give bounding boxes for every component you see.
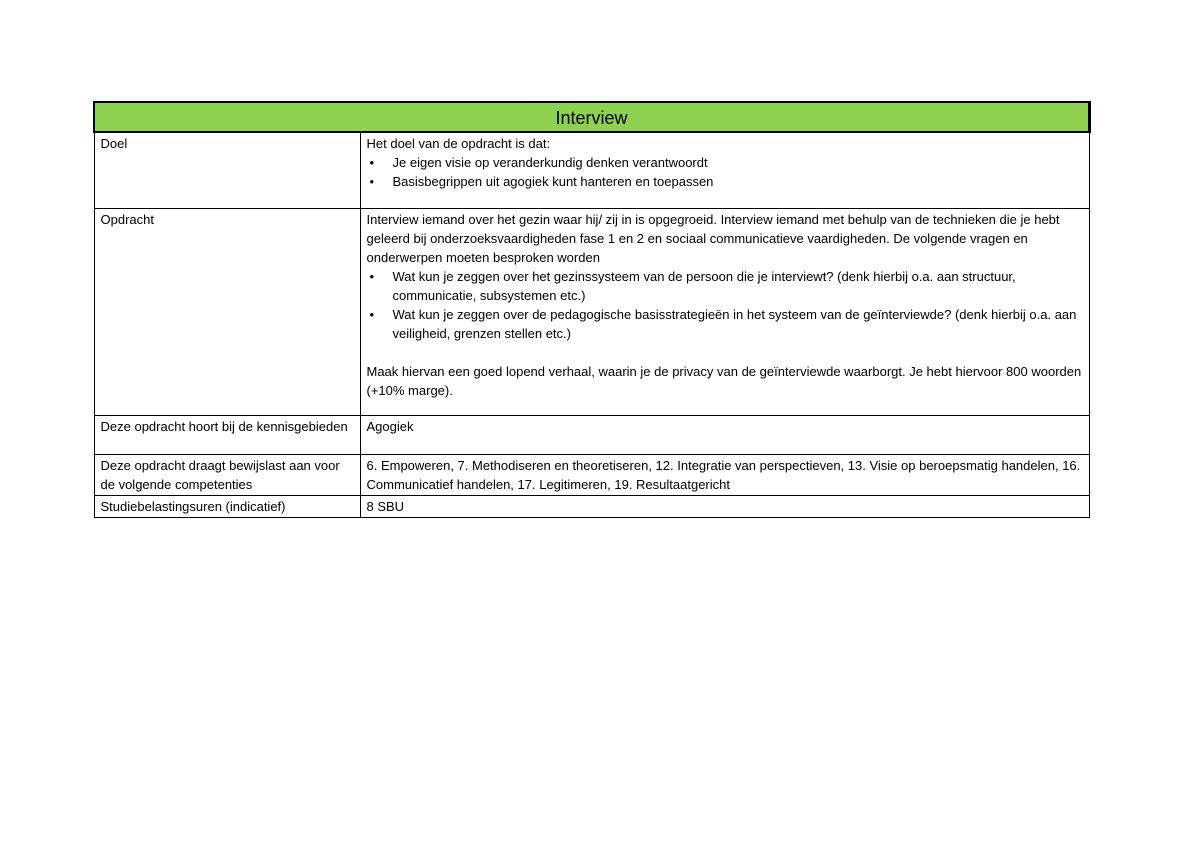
list-item xyxy=(367,305,1084,343)
list-item xyxy=(367,267,1084,305)
row-label-kennisgebieden: Deze opdracht hoort bij de kennisgebieden xyxy=(94,416,360,455)
row-value-kennisgebieden: Agogiek xyxy=(360,416,1090,455)
assignment-table xyxy=(93,101,1091,518)
table-title: Interview xyxy=(94,102,1090,132)
table-row xyxy=(94,455,1090,496)
row-value-competenties: 6. Empoweren, 7. Methodiseren en theoretiseren, 12. Integratie van perspectieven, 13. Visie op beroepsmatig handelen, 16. Communicatief handelen, 17. Legitimeren, 19. Resultaatgericht xyxy=(360,455,1090,496)
table-row xyxy=(94,209,1090,416)
table-row xyxy=(94,416,1090,455)
row-value-sbu: 8 SBU xyxy=(360,496,1090,518)
doel-bullet-text: Je eigen visie op veranderkundig denken verantwoordt xyxy=(392,155,708,170)
opdracht-intro: Interview iemand over het gezin waar hij/ zij in is opgegroeid. Interview iemand met behulp van de technieken die je hebt geleerd bij onderzoeksvaardigheden fase 1 en 2 en sociaal communicatieve vaardigheden. De volgende vragen en onderwerpen moeten besproken worden xyxy=(366,212,1060,265)
list-item xyxy=(367,172,1084,191)
opdracht-bullet-text: Wat kun je zeggen over de pedagogische basisstrategieën in het systeem van de geïnterviewde? (denk hierbij o.a. aan veiligheid, grenzen stellen etc.) xyxy=(392,307,1077,341)
row-value-doel xyxy=(360,132,1090,209)
bullet-icon: • xyxy=(369,155,375,170)
opdracht-bullet-text: Wat kun je zeggen over het gezinssysteem van de persoon die je interviewt? (denk hierbij o.a. aan structuur, communicatie, subsystemen etc.) xyxy=(392,269,1016,303)
doel-bullet-list xyxy=(367,153,1084,191)
opdracht-outro: Maak hiervan een goed lopend verhaal, waarin je de privacy van de geïnterviewde waarborgt. Je hebt hiervoor 800 woorden (+10% marge). xyxy=(366,364,1082,398)
row-label-opdracht: Opdracht xyxy=(94,209,360,416)
list-item xyxy=(367,153,1084,172)
bullet-icon: • xyxy=(369,307,375,322)
table-row xyxy=(94,132,1090,209)
table-row xyxy=(94,496,1090,518)
row-label-sbu: Studiebelastingsuren (indicatief) xyxy=(94,496,360,518)
doel-bullet-text: Basisbegrippen uit agogiek kunt hanteren en toepassen xyxy=(392,174,714,189)
opdracht-bullet-list xyxy=(367,267,1084,343)
doel-intro: Het doel van de opdracht is dat: xyxy=(366,136,551,151)
bullet-icon: • xyxy=(369,174,375,189)
row-value-opdracht xyxy=(360,209,1090,416)
row-label-doel: Doel xyxy=(94,132,360,209)
row-label-competenties: Deze opdracht draagt bewijslast aan voor de volgende competenties xyxy=(94,455,360,496)
bullet-icon: • xyxy=(369,269,375,284)
